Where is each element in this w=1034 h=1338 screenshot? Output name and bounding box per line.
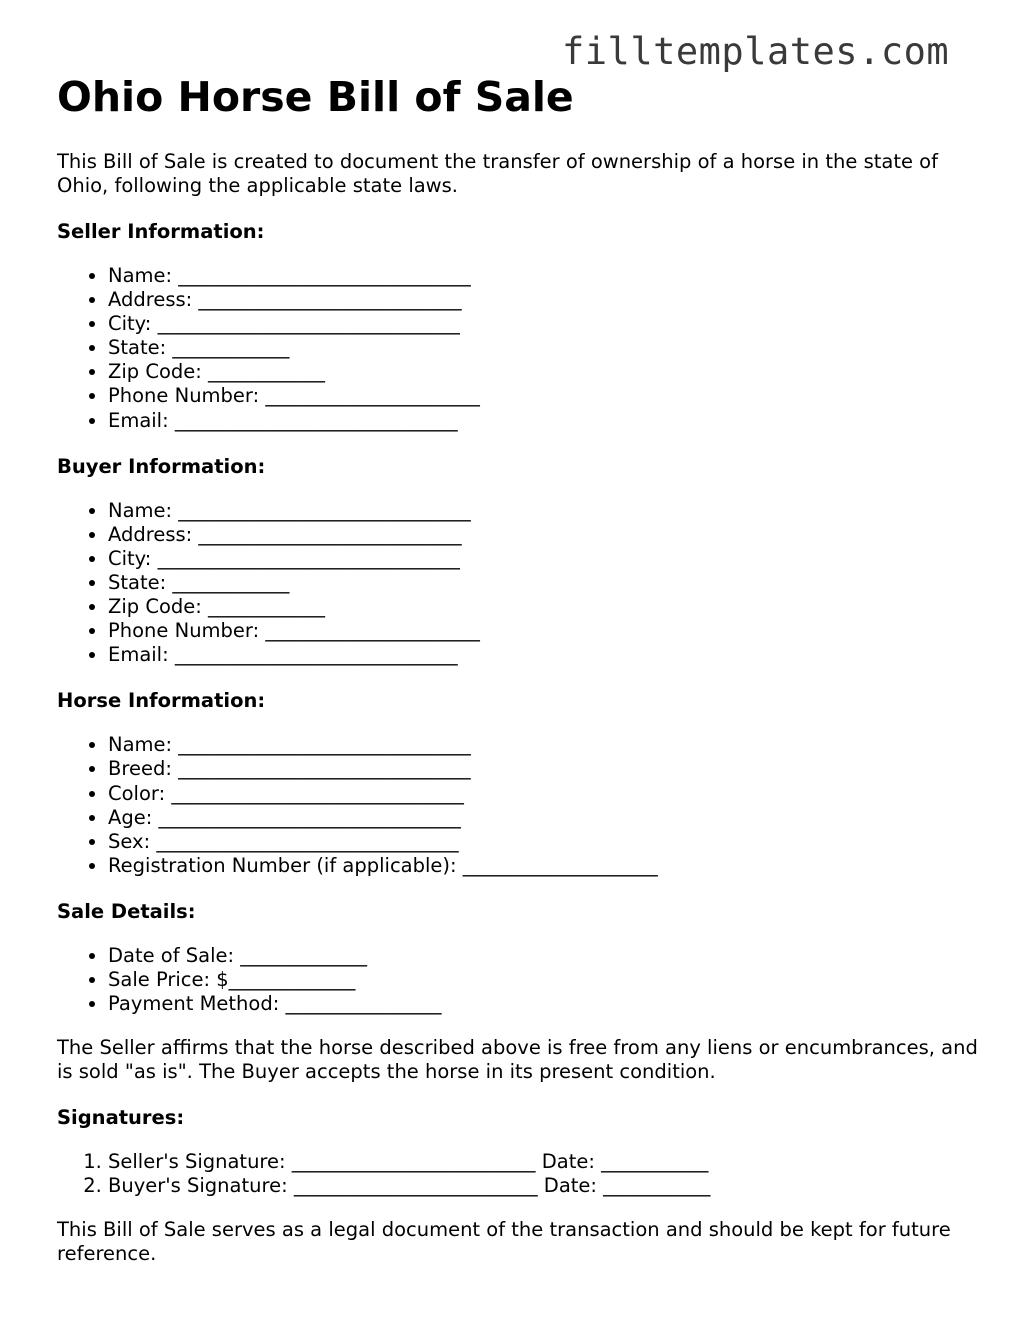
intro-paragraph: This Bill of Sale is created to document the transfer of ownership of a horse in the state of Ohio, following the applicable state laws. [57,150,938,197]
sale-list [57,944,987,1016]
buyer-heading: Buyer Information: [57,454,266,478]
page-title: Ohio Horse Bill of Sale [57,73,574,121]
closing-paragraph: This Bill of Sale serves as a legal document of the transaction and should be kept for future reference. [57,1218,951,1266]
horse-heading: Horse Information: [57,689,266,713]
buyer-name-field: • Name: ______________________________ [108,499,987,523]
horse-name-field: • Name: ______________________________ [108,733,987,757]
seller-phone-field: • Phone Number: ______________________ [108,384,987,408]
horse-list [57,733,987,878]
seller-zip-field: • Zip Code: ____________ [108,360,987,384]
horse-registration-field: • Registration Number (if applicable): ____________________ [108,854,987,878]
buyer-list [57,499,987,668]
document [57,72,987,1266]
buyer-address-field: • Address: ___________________________ [108,523,987,547]
seller-city-field: • City: _______________________________ [108,312,987,336]
signatures-heading: Signatures: [57,1106,185,1130]
seller-list [57,264,987,433]
sale-date-field: • Date of Sale: _____________ [108,944,987,968]
buyer-signature-line: 2. Buyer's Signature: _________________________ Date: ___________ [108,1174,987,1198]
seller-name-field: • Name: ______________________________ [108,264,987,288]
buyer-state-field: • State: ____________ [108,571,987,595]
seller-signature-line: 1. Seller's Signature: _________________________ Date: ___________ [108,1150,987,1174]
seller-heading: Seller Information: [57,220,265,243]
horse-age-field: • Age: _______________________________ [108,806,987,830]
horse-color-field: • Color: ______________________________ [108,782,987,806]
seller-address-field: • Address: ___________________________ [108,288,987,312]
buyer-city-field: • City: _______________________________ [108,547,987,571]
horse-sex-field: • Sex: _______________________________ [108,830,987,854]
sale-heading: Sale Details: [57,899,196,923]
signatures-list [57,1150,987,1198]
buyer-phone-field: • Phone Number: ______________________ [108,619,987,643]
buyer-zip-field: • Zip Code: ____________ [108,595,987,619]
sale-price-field: • Sale Price: $_____________ [108,968,987,992]
horse-breed-field: • Breed: ______________________________ [108,757,987,781]
seller-email-field: • Email: _____________________________ [108,409,987,433]
seller-state-field: • State: ____________ [108,336,987,360]
buyer-email-field: • Email: _____________________________ [108,643,987,667]
payment-method-field: • Payment Method: ________________ [108,992,987,1016]
watermark: filltemplates.com [562,30,950,73]
affirmation-paragraph: The Seller affirms that the horse described above is free from any liens or encumbrances, and is sold "as is". The Buyer accepts the horse in its present condition. [57,1036,978,1084]
